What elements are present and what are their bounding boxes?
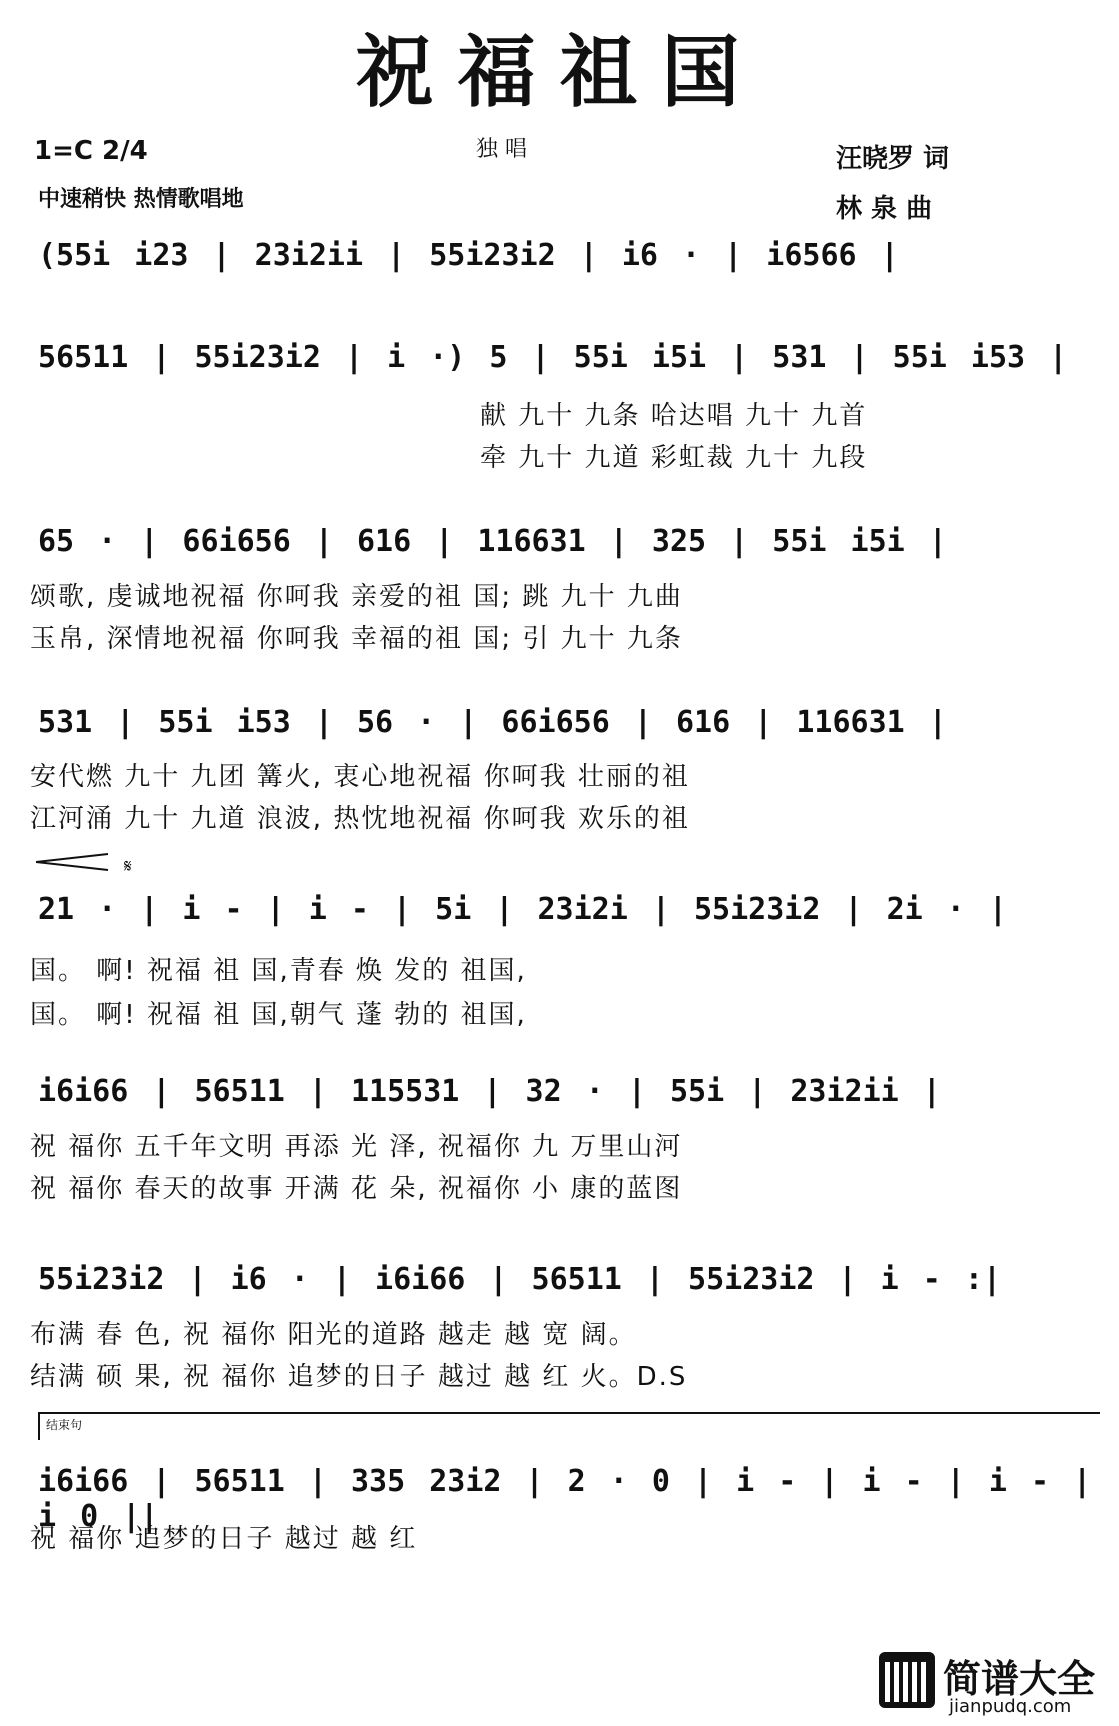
lyrics-line-6a: 祝 福你 五千年文明 再添 光 泽, 祝福你 九 万里山河 (30, 1132, 683, 1162)
lyrics-line-2b: 牵 九十 九道 彩虹裁 九十 九段 (480, 443, 868, 473)
lyricist-credit: 汪晓罗 词 (836, 144, 950, 174)
lyrics-line-4a: 安代燃 九十 九团 篝火, 衷心地祝福 你呵我 壮丽的祖 (30, 762, 690, 792)
logo-url: jianpudq.com (949, 1696, 1072, 1717)
decrescendo-and-segno-marks (36, 852, 156, 882)
notes-line-8: i6i66 | 56511 | 335 23i2 | 2 · 0 | i - | i - | i - | i 0 || (38, 1464, 1092, 1534)
ending-label: 结束句 (46, 1418, 83, 1432)
notes-line-6: i6i66 | 56511 | 115531 | 32 · | 55i | 23i2ii | (38, 1074, 941, 1109)
notes-line-5: 21 · | i - | i - | 5i | 23i2i | 55i23i2 | 2i · | (38, 892, 1007, 927)
notes-line-1: (55i i23 | 23i2ii | 55i23i2 | i6 · | i6566 | (38, 238, 899, 273)
lyrics-line-4b: 江河涌 九十 九道 浪波, 热忱地祝福 你呵我 欢乐的祖 (30, 804, 690, 834)
svg-text:𝄋: 𝄋 (124, 856, 132, 877)
ending-bracket (38, 1412, 1100, 1440)
notes-line-2: 56511 | 55i23i2 | i ·) 5 | 55i i5i | 531 | 55i i53 | (38, 340, 1068, 375)
lyrics-line-7b: 结满 硕 果, 祝 福你 追梦的日子 越过 越 红 火。D.S (30, 1362, 688, 1392)
notes-line-4: 531 | 55i i53 | 56 · | 66i656 | 616 | 116631 | (38, 705, 947, 740)
notes-line-3: 65 · | 66i656 | 616 | 116631 | 325 | 55i i5i | (38, 524, 947, 559)
lyrics-line-7a: 布满 春 色, 祝 福你 阳光的道路 越走 越 宽 阔。 (30, 1320, 637, 1350)
lyrics-line-5b: 国。 啊! 祝福 祖 国,朝气 蓬 勃的 祖国, (30, 1000, 527, 1030)
key-time-signature: 1=C 2/4 (34, 136, 148, 166)
notes-line-7: 55i23i2 | i6 · | i6i66 | 56511 | 55i23i2 | i - :| (38, 1262, 1002, 1297)
lyrics-line-5a: 国。 啊! 祝福 祖 国,青春 焕 发的 祖国, (30, 956, 527, 986)
lyrics-line-6b: 祝 福你 春天的故事 开满 花 朵, 祝福你 小 康的蓝图 (30, 1174, 683, 1204)
logo-name: 简谱大全 (943, 1657, 1096, 1701)
lyrics-line-8a: 祝 福你 追梦的日子 越过 越 红 (30, 1524, 418, 1554)
song-title: 祝福祖国 (355, 27, 764, 118)
lyrics-line-3b: 玉帛, 深情地祝福 你呵我 幸福的祖 国; 引 九十 九条 (30, 624, 683, 654)
site-logo (879, 1648, 1109, 1722)
piano-keys-icon (879, 1652, 935, 1708)
lyrics-line-2a: 献 九十 九条 哈达唱 九十 九首 (480, 401, 868, 431)
performance-type: 独 唱 (476, 137, 527, 162)
tempo-marking: 中速稍快 热情歌唱地 (38, 187, 244, 212)
composer-credit: 林 泉 曲 (836, 194, 933, 224)
lyrics-line-3a: 颂歌, 虔诚地祝福 你呵我 亲爱的祖 国; 跳 九十 九曲 (30, 582, 683, 612)
